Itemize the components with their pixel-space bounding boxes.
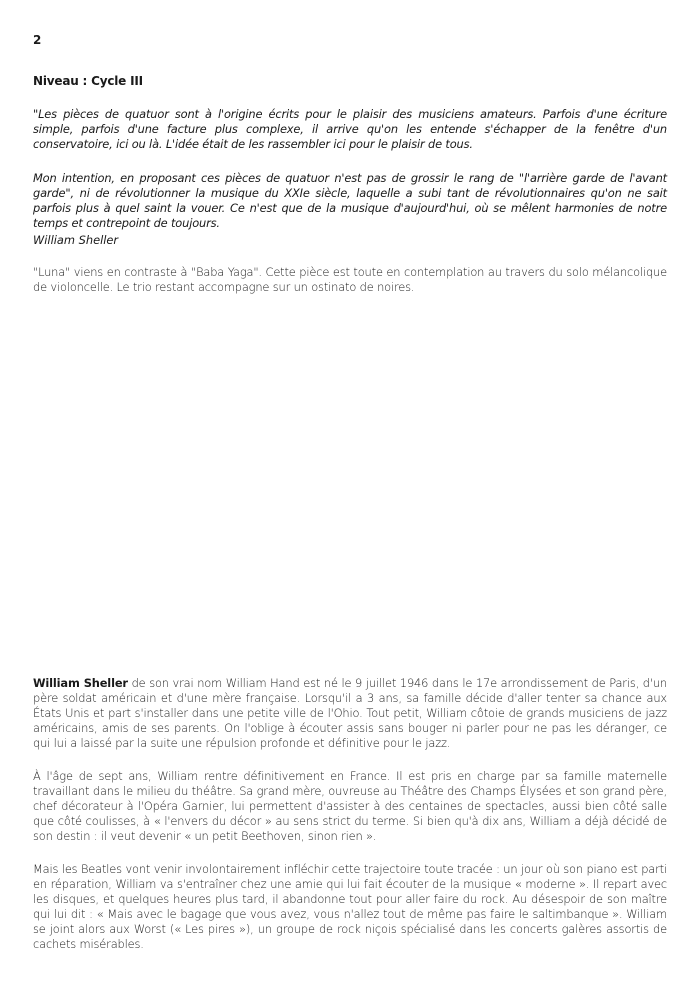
- biography-paragraph-1: [33, 676, 667, 751]
- luna-description: "Luna" viens en contraste à "Baba Yaga". Cette pièce est toute en contemplation au travers du solo mélancolique de violoncelle. Le trio restant accompagne sur un ostinato de noires.: [33, 265, 667, 294]
- page-number: 2: [33, 33, 42, 47]
- biography-paragraph-3: Mais les Beatles vont venir involontairement infléchir cette trajectoire toute tracée : un jour où son piano est parti en réparation, William va s'entraîner chez une amie qui lui fait écouter de la musique « moderne ». Il repart avec les disques, et quelques heures plus tard, il abandonne tout pour aller faire du rock. Au désespoir de son maître qui lui dit : « Mais avec le bagage que vous avez, vous n'allez tout de même pas faire le saltimbanque ». William se joint alors aux Worst (« Les pires »), un groupe de rock niçois spécialisé dans les concerts galères assortis de cachets misérables.: [33, 862, 667, 951]
- biography-name: William Sheller: [33, 676, 128, 690]
- level-heading: Niveau : Cycle III: [33, 74, 143, 88]
- intro-quote-2: Mon intention, en proposant ces pièces de quatuor n'est pas de grossir le rang de "l'arrière garde de l'avant garde", ni de révolutionner la musique du XXIe siècle, laquelle a subi tant de révolutionnaires qu'on ne sait parfois plus à quel saint la vouer. Ce n'est que de la musique d'aujourd'hui, où se mêlent harmonies de notre temps et contrepoint de toujours.: [33, 171, 667, 230]
- intro-quote-1: "Les pièces de quatuor sont à l'origine écrits pour le plaisir des musiciens amateurs. Parfois d'une écriture simple, parfois d'une facture plus complexe, il arrive qu'on les entende s'échapper de la fenêtre d'un conservatoire, ici ou là. L'idée était de les rassembler ici pour le plaisir de tous.: [33, 107, 667, 151]
- biography-paragraph-2: À l'âge de sept ans, William rentre définitivement en France. Il est pris en charge par sa famille maternelle travaillant dans le milieu du théâtre. Sa grand mère, ouvreuse au Théâtre des Champs Élysées et son grand père, chef décorateur à l'Opéra Garnier, lui permettent d'assister à des centaines de spectacles, aussi bien côté salle que côté coulisses, à « l'envers du décor » au sens strict du terme. Si bien qu'à dix ans, William a déjà décidé de son destin : il veut devenir « un petit Beethoven, sinon rien ».: [33, 769, 667, 843]
- biography-paragraph-1-text: de son vrai nom William Hand est né le 9 juillet 1946 dans le 17e arrondissement de Paris, d'un père soldat américain et d'une mère française. Lorsqu'il a 3 ans, sa famille décide d'aller tenter sa chance aux États Unis et part s'installer dans une petite ville de l'Ohio. Tout petit, William côtoie de grands musiciens de jazz américains, amis de ses parents. On l'oblige à écouter assis sans bouger ni parler pour ne pas les déranger, ce qui lui a laissé par la suite une répulsion profonde et définitive pour le jazz.: [33, 676, 667, 750]
- quote-signature: William Sheller: [33, 233, 119, 247]
